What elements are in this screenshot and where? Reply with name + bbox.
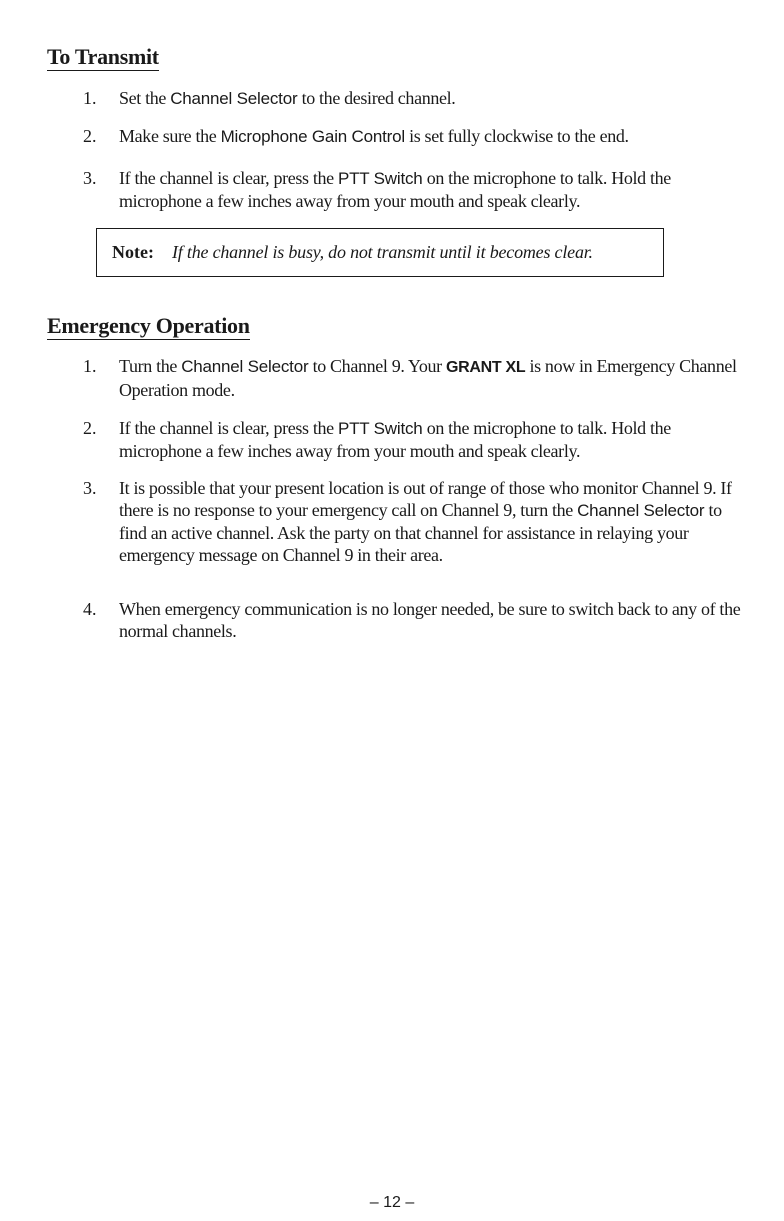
control-name: Channel Selector (170, 89, 298, 108)
note-text: If the channel is busy, do not transmit until it becomes clear. (172, 242, 593, 262)
control-name: Microphone Gain Control (220, 127, 405, 146)
step-text: When emergency communication is no longer needed, be sure to switch back to any of the normal channels. (119, 599, 741, 641)
control-name: PTT Switch (337, 169, 423, 188)
step-text: Turn the Channel Selector to Channel 9. Your GRANT XL is now in Emergency Channel Operation mode. (119, 356, 737, 400)
control-name: Channel Selector (577, 501, 705, 520)
step-number: 1. (83, 88, 97, 108)
step-number: 4. (83, 599, 97, 619)
step-text: Set the Channel Selector to the desired channel. (119, 88, 456, 108)
step-number: 3. (83, 168, 97, 188)
page-number: – 12 – (369, 1194, 415, 1211)
section-heading-to-transmit: To Transmit (47, 44, 159, 69)
step-text: If the channel is clear, press the PTT Switch on the microphone to talk. Hold the microphone a few inches away from your mouth and speak clearly. (119, 168, 671, 211)
control-name: Channel Selector (181, 357, 309, 376)
step-number: 2. (83, 126, 97, 146)
step-number: 1. (83, 356, 97, 376)
product-name: GRANT XL (445, 359, 526, 376)
section-heading-emergency-operation: Emergency Operation (47, 313, 250, 338)
step-text: Make sure the Microphone Gain Control is set fully clockwise to the end. (119, 126, 629, 146)
step-number: 2. (83, 418, 97, 438)
control-name: PTT Switch (337, 419, 423, 438)
note-label: Note: (112, 242, 154, 262)
step-text: If the channel is clear, press the PTT Switch on the microphone to talk. Hold the microphone a few inches away from your mouth and speak clearly. (119, 418, 671, 461)
step-number: 3. (83, 478, 97, 498)
note-box (96, 228, 664, 277)
step-text: It is possible that your present location is out of range of those who monitor Channel 9. If there is no response to your emergency call on Channel 9, turn the Channel Selector to find an active channel. Ask the party on that channel for assistance in relaying your emergency message on Channel 9 in their area. (119, 478, 732, 565)
